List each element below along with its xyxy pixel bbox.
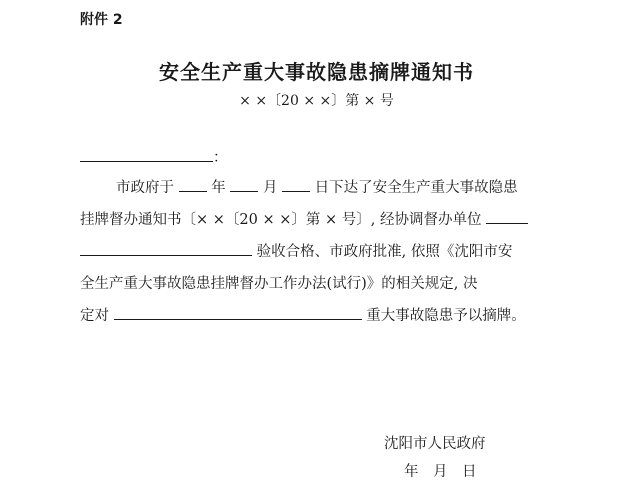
body-text: 日下达了安全生产重大事故隐患 <box>314 180 518 196</box>
hazard-name-blank[interactable] <box>114 304 362 320</box>
issuer-signature: 沈阳市人民政府 <box>384 436 486 452</box>
body-text: 验收合格、市政府批准, 依照《沈阳市安 <box>256 244 513 260</box>
body-text: 年 <box>211 180 226 196</box>
body-text: 定对 <box>80 308 109 324</box>
document-number: × ×〔20 × ×〕第 × 号 <box>239 93 394 109</box>
addressee-line <box>80 146 228 167</box>
addressee-colon: ： <box>213 150 228 166</box>
attachment-label: 附件 2 <box>80 12 123 28</box>
addressee-blank[interactable] <box>80 146 213 162</box>
issue-date: 年 月 日 <box>404 464 477 480</box>
day-blank[interactable] <box>282 176 310 192</box>
body-line-4 <box>80 272 478 293</box>
body-line-3 <box>80 240 512 261</box>
supervising-unit-blank[interactable] <box>486 208 528 224</box>
month-blank[interactable] <box>230 176 258 192</box>
body-text: 月 <box>262 180 278 196</box>
body-text: 挂牌督办通知书〔× ×〔20 × ×〕第 × 号〕, 经协调督办单位 <box>80 212 482 228</box>
body-text: 市政府于 <box>116 180 174 196</box>
body-line-1 <box>116 176 518 197</box>
year-blank[interactable] <box>179 176 207 192</box>
body-line-2 <box>80 208 528 229</box>
body-text: 重大事故隐患予以摘牌。 <box>366 308 526 324</box>
page-title: 安全生产重大事故隐患摘牌通知书 <box>159 60 474 84</box>
body-text: 全生产重大事故隐患挂牌督办工作办法(试行)》的相关规定, 决 <box>80 276 478 292</box>
body-line-5 <box>80 304 526 325</box>
supervising-unit-blank-cont[interactable] <box>80 240 252 256</box>
